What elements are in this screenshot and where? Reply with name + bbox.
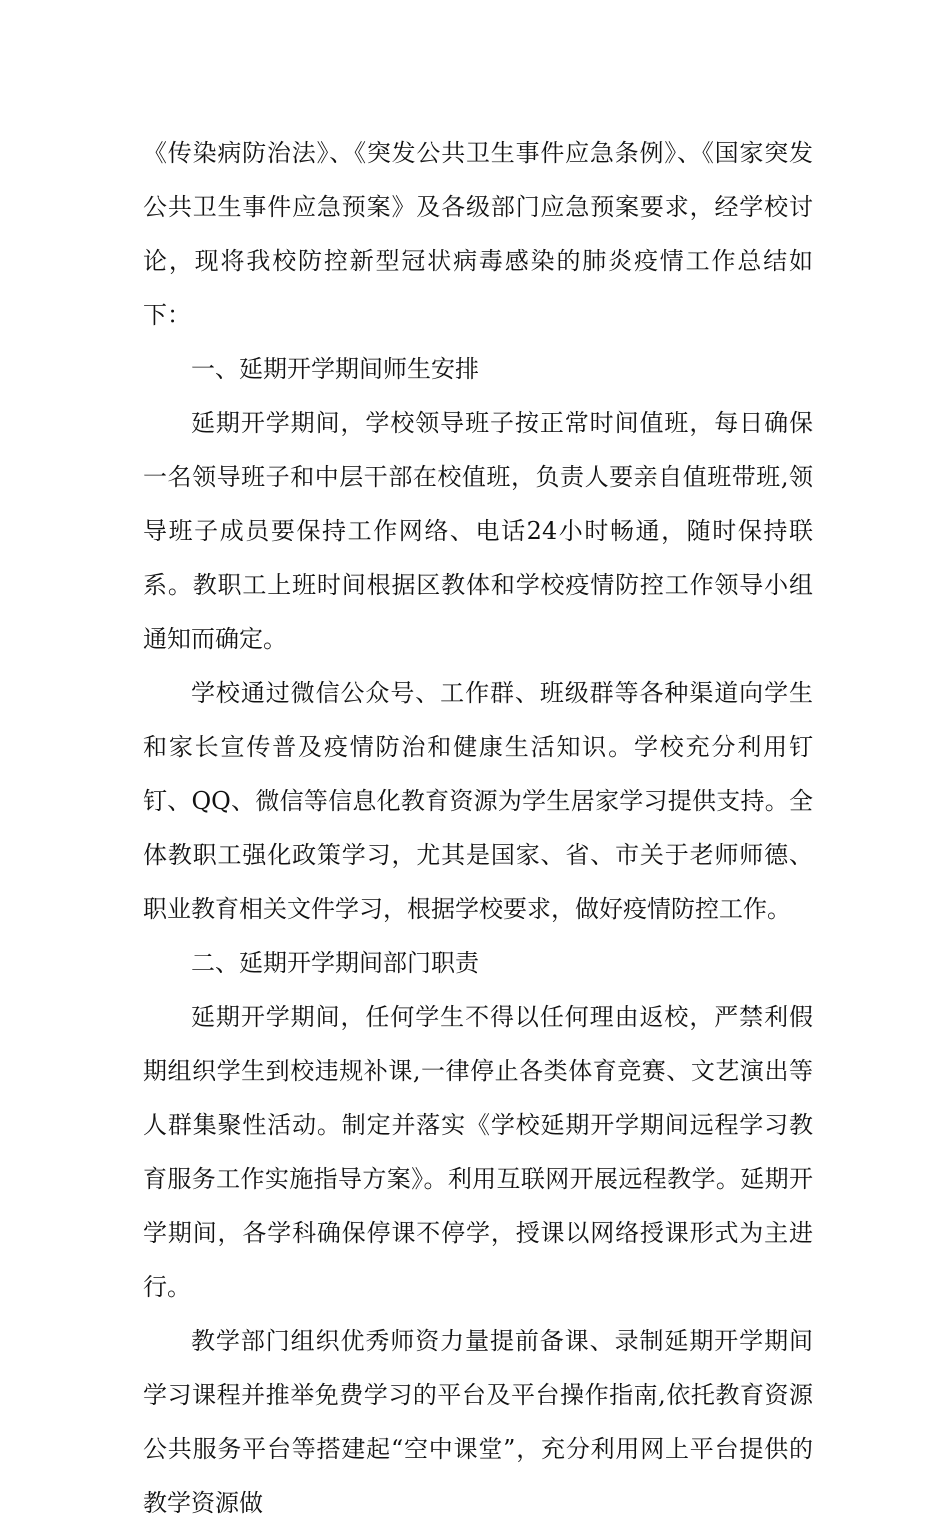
section-heading-1: 一、延期开学期间师生安排 xyxy=(191,355,479,383)
body-paragraph-3: 延期开学期间，任何学生不得以任何理由返校，严禁利假期组织学生到校违规补课,一律停止各类体育竞赛、文艺演出等人群集聚性活动。制定并落实《学校延期开学期间远程学习教育服务工作实施指导方案》。利用互联网开展远程教学。延期开学期间，各学科确保停课不停学，授课以网络授课形式为主进行。 xyxy=(143,1003,813,1301)
document-body xyxy=(143,126,813,1530)
section-heading-2: 二、延期开学期间部门职责 xyxy=(191,949,479,977)
intro-paragraph: 《传染病防治法》、《突发公共卫生事件应急条例》、《国家突发公共卫生事件应急预案》及各级部门应急预案要求，经学校讨论，现将我校防控新型冠状病毒感染的肺炎疫情工作总结如下： xyxy=(143,139,813,329)
body-paragraph-2: 学校通过微信公众号、工作群、班级群等各种渠道向学生和家长宣传普及疫情防治和健康生活知识。学校充分利用钉钉、QQ、微信等信息化教育资源为学生居家学习提供支持。全体教职工强化政策学习，尤其是国家、省、市关于老师师德、职业教育相关文件学习，根据学校要求，做好疫情防控工作。 xyxy=(143,679,813,923)
body-paragraph-1: 延期开学期间，学校领导班子按正常时间值班，每日确保一名领导班子和中层干部在校值班，负责人要亲自值班带班,领导班子成员要保持工作网络、电话24小时畅通，随时保持联系。教职工上班时间根据区教体和学校疫情防控工作领导小组通知而确定。 xyxy=(143,409,813,653)
body-paragraph-4: 教学部门组织优秀师资力量提前备课、录制延期开学期间学习课程并推举免费学习的平台及平台操作指南,依托教育资源公共服务平台等搭建起“空中课堂”，充分利用网上平台提供的教学资源做 xyxy=(143,1327,813,1517)
